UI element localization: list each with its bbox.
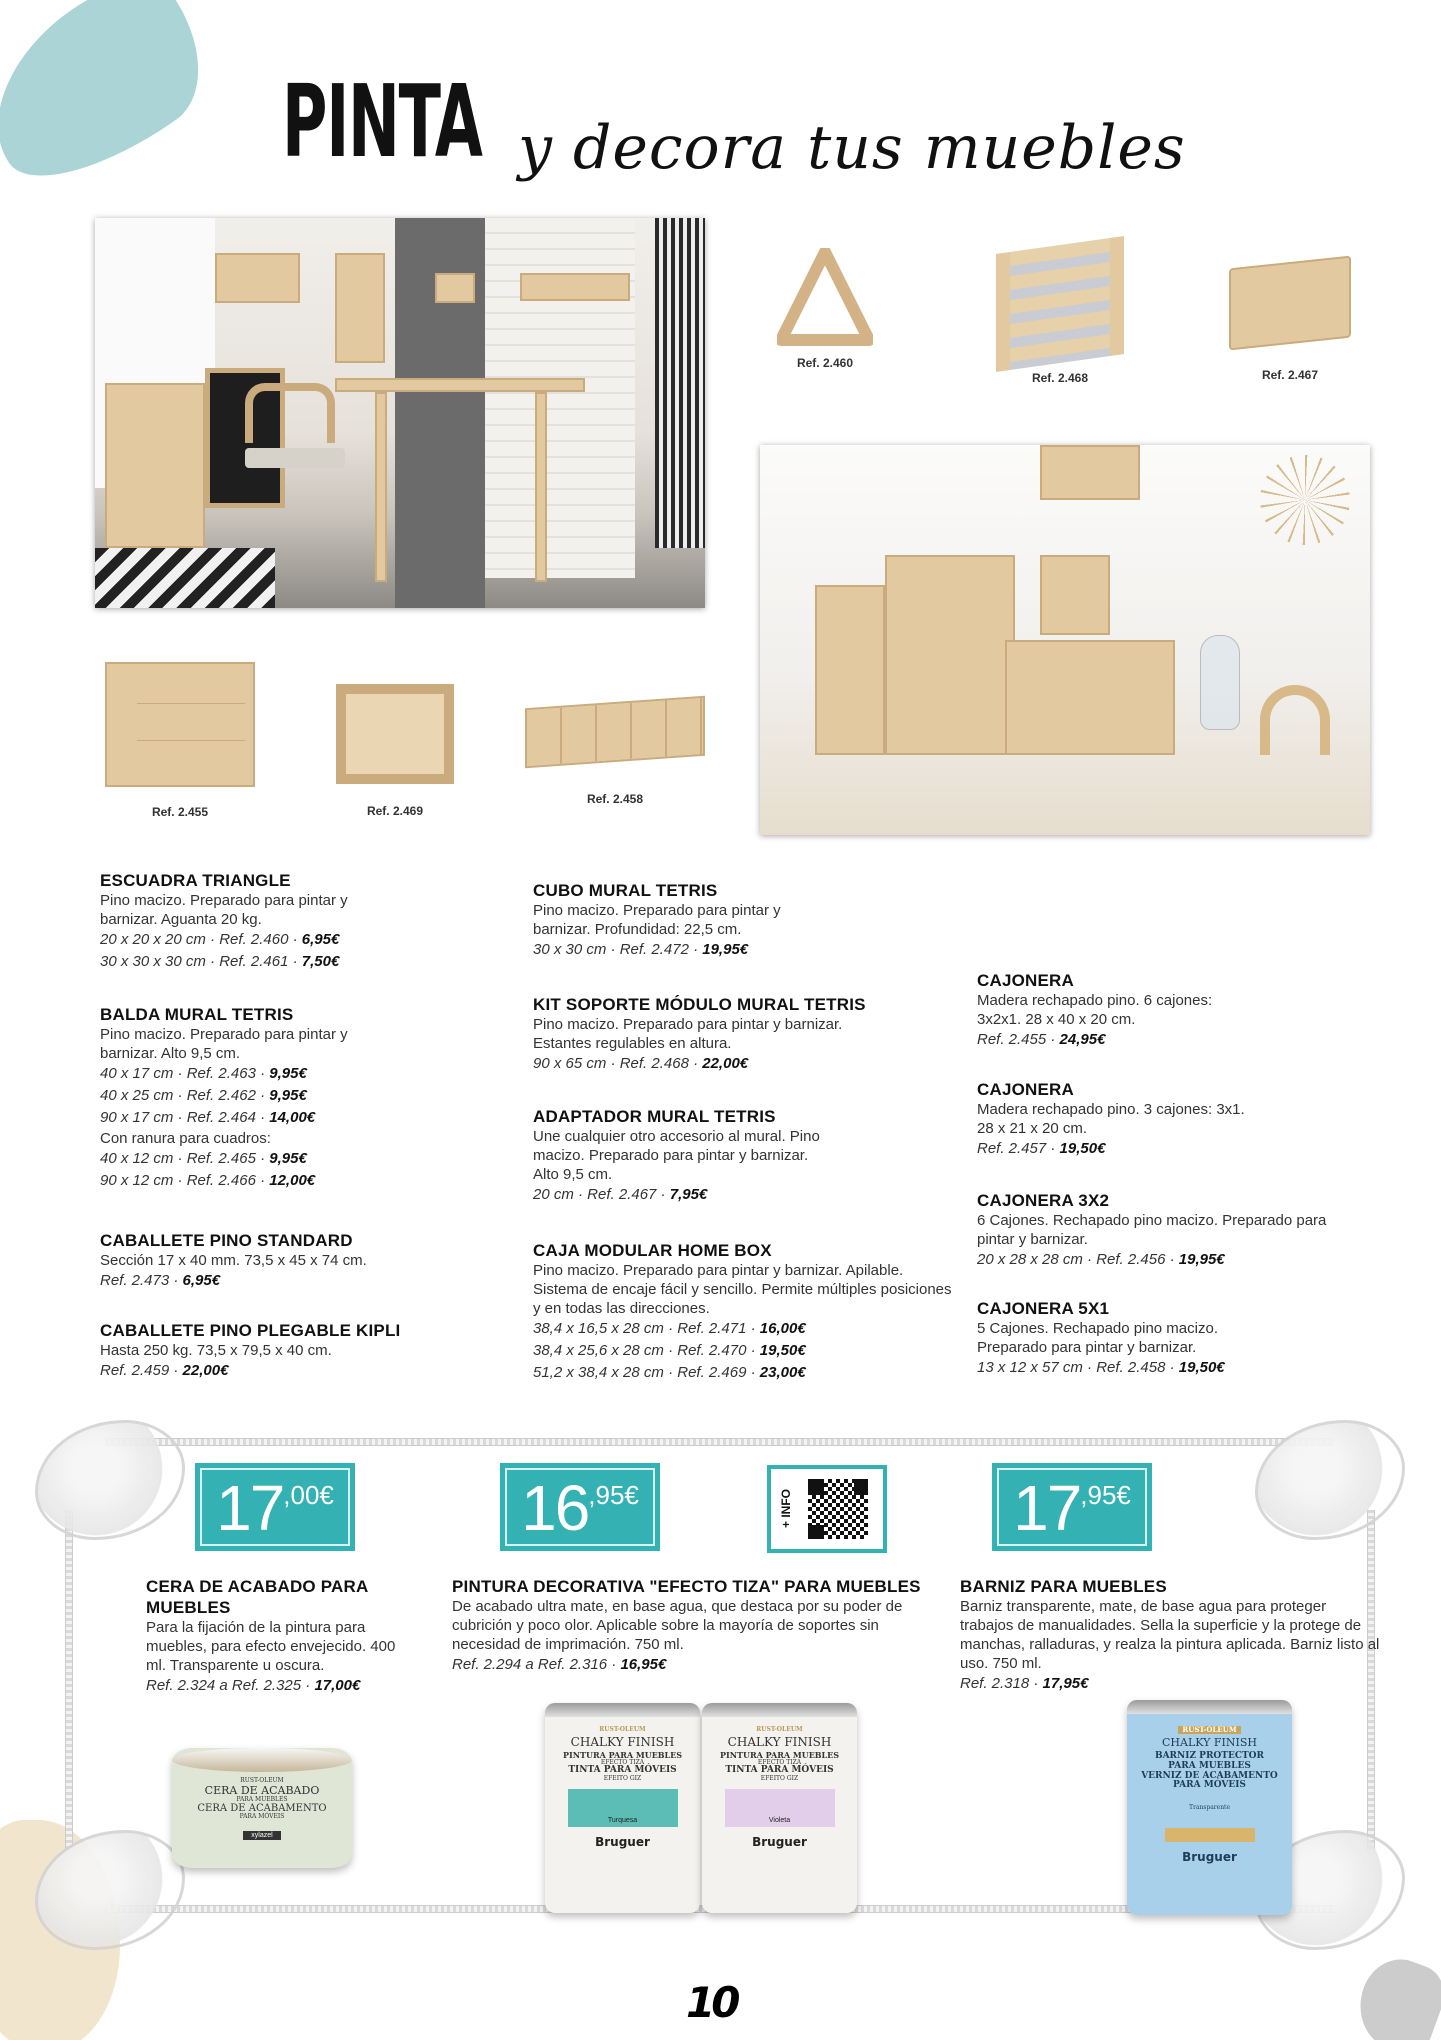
price-line: 13 x 12 x 57 cm · Ref. 2.458 · 19,50€ xyxy=(977,1359,1225,1376)
ref-label: Ref. 2.458 xyxy=(586,792,644,806)
price-line: 90 x 12 cm · Ref. 2.466 · 12,00€ xyxy=(100,1172,316,1189)
drawer-unit-5x1-image xyxy=(525,696,705,769)
featured-pintura-efecto-tiza xyxy=(452,1576,922,1676)
thumbnail-ref-2469[interactable] xyxy=(325,684,465,818)
product-description: Pino macizo. Preparado para pintar y barnizar. Profundidad: 22,5 cm. xyxy=(533,902,781,938)
drawer-chest xyxy=(885,555,1015,755)
price-line: Ref. 2.459 · 22,00€ xyxy=(100,1362,229,1379)
thumbnail-ref-2468[interactable] xyxy=(990,245,1130,385)
thumbnail-ref-2455[interactable] xyxy=(100,662,260,819)
office-scene-photo xyxy=(95,218,705,608)
product-kit-soporte-modulo-mural-tetris xyxy=(533,994,953,1075)
page-number: 10 xyxy=(686,1978,737,2027)
product-name: CAJONERA 5X1 xyxy=(977,1299,1110,1318)
triangle-shelf-image xyxy=(777,248,873,348)
desk-leg xyxy=(535,392,547,582)
crate xyxy=(1005,640,1175,755)
product-description: Pino macizo. Preparado para pintar y barnizar. Alto 9,5 cm. xyxy=(100,1026,348,1062)
price-line: 51,2 x 38,4 x 28 cm · Ref. 2.469 · 23,00€ xyxy=(533,1364,806,1381)
wall-drawers-tall xyxy=(335,253,385,363)
drawer-cabinet xyxy=(105,383,205,548)
ref-label: Ref. 2.460 xyxy=(796,356,854,370)
grey-brush-stroke xyxy=(1347,1949,1441,2040)
ref-label: Ref. 2.469 xyxy=(366,804,424,818)
product-description: Pino macizo. Preparado para pintar y barnizar. Estantes regulables en altura. xyxy=(533,1016,843,1052)
price-line: Ref. 2.457 · 19,50€ xyxy=(977,1140,1106,1157)
featured-cera-de-acabado xyxy=(146,1576,416,1697)
home-box-image xyxy=(336,684,454,784)
price-tag-barniz: 17 ,95€ xyxy=(992,1463,1152,1551)
color-swatch: Turquesa xyxy=(568,1789,678,1827)
ref-label: Ref. 2.455 xyxy=(151,805,209,819)
color-swatch: Violeta xyxy=(725,1789,835,1827)
product-cajonera-3x2 xyxy=(977,1190,1357,1271)
bruguer-logo: Bruguer xyxy=(595,1834,650,1849)
price-line: Ref. 2.455 · 24,95€ xyxy=(977,1031,1106,1048)
wooden-rainbow xyxy=(1260,685,1330,755)
frame-left-border xyxy=(65,1510,73,1850)
can-lid xyxy=(172,1748,352,1772)
ref-label: Ref. 2.467 xyxy=(1261,368,1319,382)
price-line: Ref. 2.318 · 17,95€ xyxy=(960,1675,1089,1692)
scroll-ornament-icon xyxy=(35,1830,185,1950)
price-line: 38,4 x 16,5 x 28 cm · Ref. 2.471 · 16,00€ xyxy=(533,1320,806,1337)
price-line: Ref. 2.324 a Ref. 2.325 · 17,00€ xyxy=(146,1677,361,1694)
chair-seat xyxy=(245,448,345,468)
info-label: + INFO xyxy=(779,1489,793,1529)
hanging-crate xyxy=(1040,445,1140,500)
chair-back xyxy=(245,383,335,443)
product-description: De acabado ultra mate, en base agua, que destaca por su poder de cubrición y poco olor. Aplicable sobre la mayoría de soportes sin necesidad de imprimación. 750 ml. xyxy=(452,1598,903,1653)
product-name: CUBO MURAL TETRIS xyxy=(533,881,718,900)
product-name: CAJA MODULAR HOME BOX xyxy=(533,1241,772,1260)
wall-shelf xyxy=(520,273,630,301)
striped-rug xyxy=(95,548,275,608)
product-name: BARNIZ PARA MUEBLES xyxy=(960,1577,1167,1596)
price-line: 40 x 17 cm · Ref. 2.463 · 9,95€ xyxy=(100,1065,307,1082)
product-name: PINTURA DECORATIVA "EFECTO TIZA" PARA MUEBLES xyxy=(452,1577,921,1596)
product-description: Pino macizo. Preparado para pintar y barnizar. Aguanta 20 kg. xyxy=(100,892,348,928)
product-balda-mural-tetris xyxy=(100,1004,520,1192)
thumbnail-ref-2460[interactable] xyxy=(770,248,880,370)
page-subtitle: y decora tus muebles xyxy=(518,113,1186,183)
ref-label: Ref. 2.468 xyxy=(1031,371,1089,385)
wall-rack-image xyxy=(996,236,1124,372)
thumbnail-ref-2467[interactable] xyxy=(1220,262,1360,382)
product-name: KIT SOPORTE MÓDULO MURAL TETRIS xyxy=(533,995,866,1014)
qr-info-box[interactable] xyxy=(767,1465,887,1553)
cera-can-image: RUST-OLEUM CERA DE ACABADO PARA MUEBLES CERA DE ACABAMENTO PARA MÓVEIS xylazel xyxy=(172,1748,352,1868)
maker-logo: xylazel xyxy=(243,1831,280,1840)
product-name: CAJONERA xyxy=(977,1080,1075,1099)
product-description: 5 Cajones. Rechapado pino macizo. Preparado para pintar y barnizar. xyxy=(977,1320,1218,1356)
product-name: BALDA MURAL TETRIS xyxy=(100,1005,294,1024)
product-description: Hasta 250 kg. 73,5 x 79,5 x 40 cm. xyxy=(100,1342,332,1359)
product-name: ADAPTADOR MURAL TETRIS xyxy=(533,1107,776,1126)
glass-vase xyxy=(1200,635,1240,730)
bruguer-logo: Bruguer xyxy=(752,1834,807,1849)
product-caja-modular-home-box xyxy=(533,1240,953,1384)
product-description: Une cualquier otro accesorio al mural. Pino macizo. Preparado para pintar y barnizar. Alto 9,5 cm. xyxy=(533,1128,820,1183)
storage-shelves-photo xyxy=(760,445,1370,835)
product-description: Pino macizo. Preparado para pintar y barnizar. Apilable. Sistema de encaje fácil y sencillo. Permite múltiples posiciones y en todas las direcciones. xyxy=(533,1262,952,1317)
product-name: CAJONERA 3X2 xyxy=(977,1191,1110,1210)
featured-barniz-para-muebles xyxy=(960,1576,1380,1695)
product-description: Madera rechapado pino. 3 cajones: 3x1. 28 x 21 x 20 cm. xyxy=(977,1101,1245,1137)
product-caballete-pino-plegable-kipli xyxy=(100,1320,520,1382)
product-adaptador-mural-tetris xyxy=(533,1106,953,1206)
price-line: 20 x 28 x 28 cm · Ref. 2.456 · 19,95€ xyxy=(977,1251,1225,1268)
product-description: Para la fijación de la pintura para muebles, para efecto envejecido. 400 ml. Transparente u oscura. xyxy=(146,1619,396,1674)
drawer-unit-image xyxy=(105,662,255,787)
product-note: Con ranura para cuadros: xyxy=(100,1130,271,1147)
product-cajonera-3 xyxy=(977,1079,1277,1160)
wall-shelf-small xyxy=(435,273,475,303)
label-band xyxy=(1165,1828,1255,1842)
price-line: 90 x 17 cm · Ref. 2.464 · 14,00€ xyxy=(100,1109,316,1126)
qr-code-icon[interactable] xyxy=(807,1478,869,1540)
product-name: CERA DE ACABADO PARA MUEBLES xyxy=(146,1577,368,1617)
price-tag-cera: 17 ,00€ xyxy=(195,1463,355,1551)
price-line: 20 cm · Ref. 2.467 · 7,95€ xyxy=(533,1186,708,1203)
product-description: Sección 17 x 40 mm. 73,5 x 45 x 74 cm. xyxy=(100,1252,367,1269)
wall-drawers xyxy=(215,253,300,303)
page-title: PINTA xyxy=(282,63,482,180)
chalky-can-turquesa-image: RUST-OLEUM CHALKY FINISH PINTURA PARA MUEBLES EFECTO TIZA TINTA PARA MÓVEIS EFEITO GIZ Turquesa Bruguer xyxy=(545,1703,700,1913)
checked-shirt xyxy=(655,218,705,548)
product-cubo-mural-tetris xyxy=(533,880,953,961)
price-line: 40 x 12 cm · Ref. 2.465 · 9,95€ xyxy=(100,1150,307,1167)
product-escuadra-triangle xyxy=(100,870,520,973)
cube-box xyxy=(1040,555,1110,635)
teal-brush-stroke xyxy=(0,0,232,212)
thumbnail-ref-2458[interactable] xyxy=(520,702,710,806)
barniz-can-image: RUST-OLEUM CHALKY FINISH BARNIZ PROTECTOR PARA MUEBLES VERNIZ DE ACABAMENTO PARA MÓVEIS Transparente Bruguer xyxy=(1127,1700,1292,1915)
price-tag-pintura: 16 ,95€ xyxy=(500,1463,660,1551)
product-cajonera-5x1 xyxy=(977,1298,1357,1379)
price-line: Ref. 2.473 · 6,95€ xyxy=(100,1272,221,1289)
product-caballete-pino-standard xyxy=(100,1230,520,1292)
product-name: CABALLETE PINO STANDARD xyxy=(100,1231,353,1250)
scroll-ornament-icon xyxy=(35,1420,185,1540)
product-description: Madera rechapado pino. 6 cajones: 3x2x1. 28 x 40 x 20 cm. xyxy=(977,992,1213,1028)
price-line: 20 x 20 x 20 cm · Ref. 2.460 · 6,95€ xyxy=(100,931,340,948)
wall-adapter-image xyxy=(1229,256,1351,351)
desk-top xyxy=(335,378,585,392)
frame-top-border xyxy=(105,1438,1335,1446)
chalky-can-violeta-image: RUST-OLEUM CHALKY FINISH PINTURA PARA MUEBLES EFECTO TIZA TINTA PARA MÓVEIS EFEITO GIZ Violeta Bruguer xyxy=(702,1703,857,1913)
product-name: CABALLETE PINO PLEGABLE KIPLI xyxy=(100,1321,401,1340)
product-name: ESCUADRA TRIANGLE xyxy=(100,871,291,890)
sun-mirror xyxy=(1260,455,1350,545)
price-line: 30 x 30 x 30 cm · Ref. 2.461 · 7,50€ xyxy=(100,953,340,970)
price-line: 90 x 65 cm · Ref. 2.468 · 22,00€ xyxy=(533,1055,749,1072)
product-description: 6 Cajones. Rechapado pino macizo. Preparado para pintar y barnizar. xyxy=(977,1212,1327,1248)
drawer-column xyxy=(815,585,885,755)
price-line: Ref. 2.294 a Ref. 2.316 · 16,95€ xyxy=(452,1656,667,1673)
product-name: CAJONERA xyxy=(977,971,1075,990)
bruguer-logo: Bruguer xyxy=(1182,1849,1237,1864)
price-line: 38,4 x 25,6 x 28 cm · Ref. 2.470 · 19,50€ xyxy=(533,1342,806,1359)
brick-wall xyxy=(485,218,635,578)
price-line: 30 x 30 cm · Ref. 2.472 · 19,95€ xyxy=(533,941,749,958)
price-line: 40 x 25 cm · Ref. 2.462 · 9,95€ xyxy=(100,1087,307,1104)
product-description: Barniz transparente, mate, de base agua para proteger trabajos de manualidades. Sella la superficie y la protege de manchas, ralladuras, y realza la pintura aplicada. Barniz listo al uso. 750 ml. xyxy=(960,1598,1380,1672)
desk-leg xyxy=(375,392,387,582)
product-cajonera-6 xyxy=(977,970,1277,1051)
